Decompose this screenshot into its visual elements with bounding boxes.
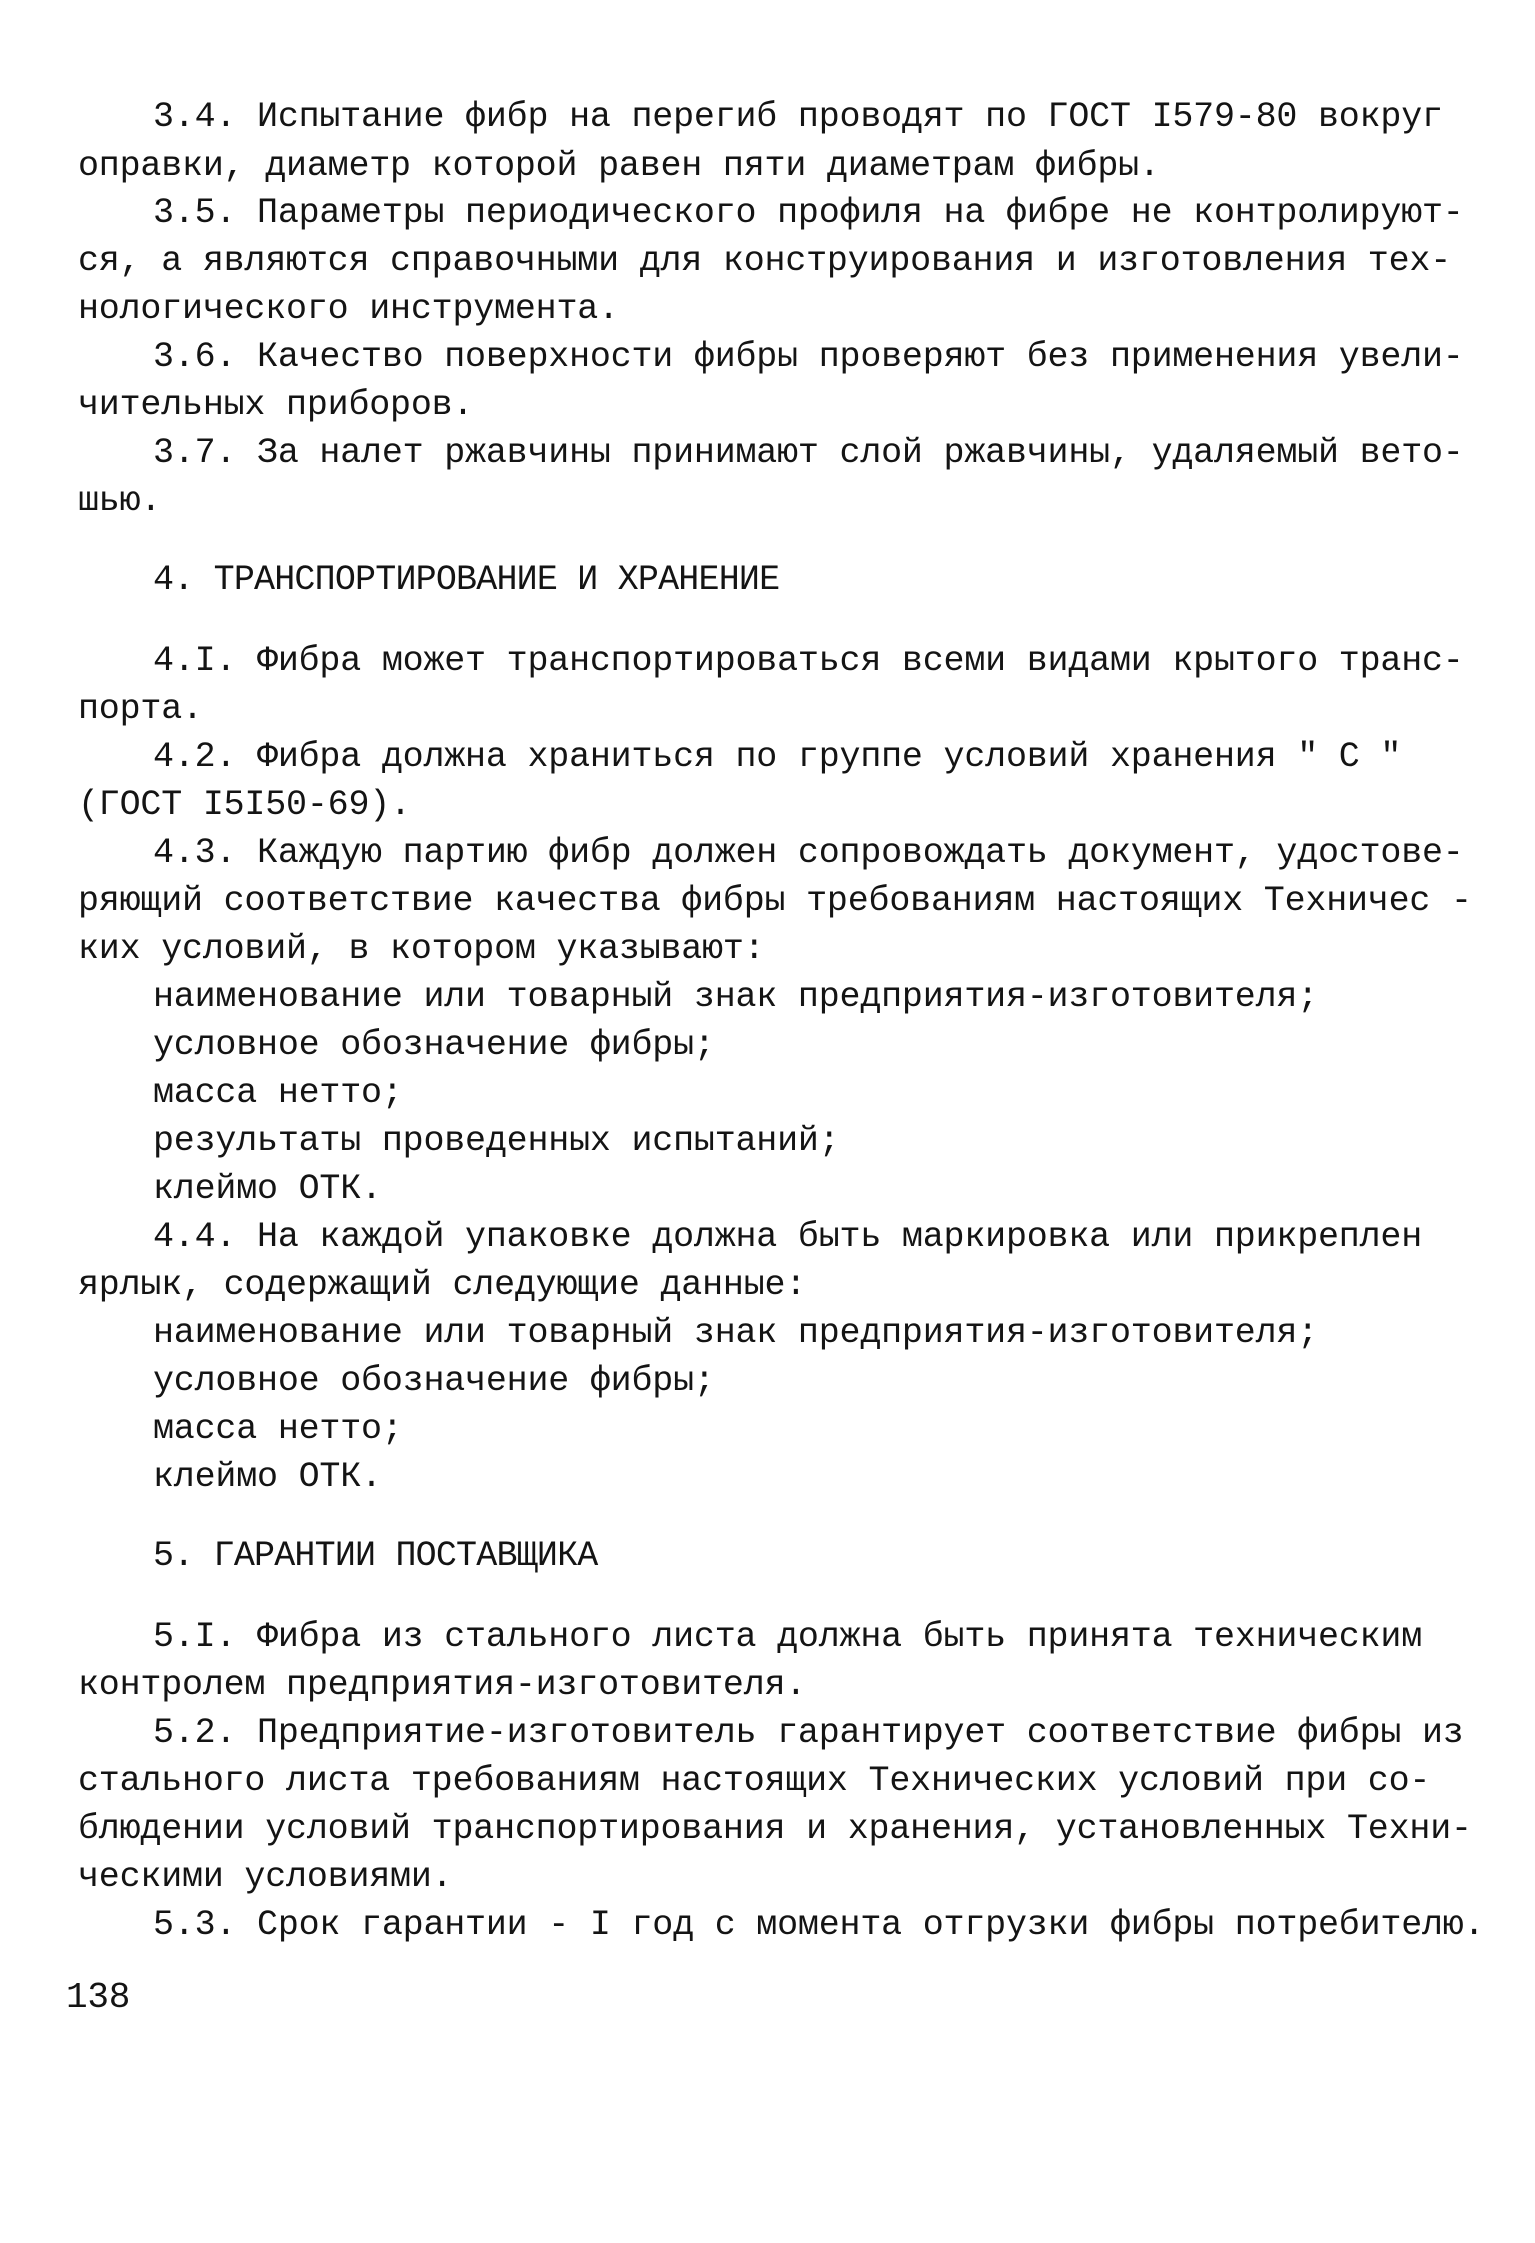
para-4-3-list-item-5: клеймо ОТК. bbox=[153, 1169, 382, 1209]
section-5-heading: 5. ГАРАНТИИ ПОСТАВЩИКА bbox=[153, 1536, 598, 1576]
para-3-6-line-1: 3.6. Качество поверхности фибры проверяют без применения увели- bbox=[153, 337, 1464, 377]
para-3-4-line-2: оправки, диаметр которой равен пяти диаметрам фибры. bbox=[78, 146, 1160, 186]
para-4-2-line-2: (ГОСТ I5I50-69). bbox=[78, 785, 411, 825]
para-4-4-line-2: ярлык, содержащий следующие данные: bbox=[78, 1265, 807, 1305]
para-3-5-line-1: 3.5. Параметры периодического профиля на фибре не контролируют- bbox=[153, 193, 1464, 233]
para-4-4-line-1: 4.4. На каждой упаковке должна быть маркировка или прикреплен bbox=[153, 1217, 1423, 1257]
para-3-7-line-1: 3.7. За налет ржавчины принимают слой ржавчины, удаляемый вето- bbox=[153, 433, 1464, 473]
page-number: 138 bbox=[66, 1977, 131, 2018]
para-4-3-line-3: ких условий, в котором указывают: bbox=[78, 929, 765, 969]
para-4-1-line-1: 4.I. Фибра может транспортироваться всеми видами крытого транс- bbox=[153, 641, 1464, 681]
para-5-2-line-4: ческими условиями. bbox=[78, 1857, 453, 1897]
para-5-2-line-3: блюдении условий транспортирования и хранения, установленных Техни- bbox=[78, 1809, 1472, 1849]
para-5-2-line-1: 5.2. Предприятие-изготовитель гарантирует соответствие фибры из bbox=[153, 1713, 1464, 1753]
para-4-3-list-item-2: условное обозначение фибры; bbox=[153, 1025, 715, 1065]
para-3-6-line-2: чительных приборов. bbox=[78, 385, 474, 425]
para-5-3-line-1: 5.3. Срок гарантии - I год с момента отгрузки фибры потребителю. bbox=[153, 1905, 1485, 1945]
para-3-5-line-2: ся, а являются справочными для конструирования и изготовления тех- bbox=[78, 241, 1452, 281]
para-4-1-line-2: порта. bbox=[78, 689, 203, 729]
para-4-3-list-item-3: масса нетто; bbox=[153, 1073, 403, 1113]
para-4-4-list-item-1: наименование или товарный знак предприятия-изготовителя; bbox=[153, 1313, 1318, 1353]
para-5-1-line-2: контролем предприятия-изготовителя. bbox=[78, 1665, 807, 1705]
para-4-3-list-item-4: результаты проведенных испытаний; bbox=[153, 1121, 840, 1161]
para-4-2-line-1: 4.2. Фибра должна храниться по группе условий хранения " С " bbox=[153, 737, 1402, 777]
para-3-4-line-1: 3.4. Испытание фибр на перегиб проводят по ГОСТ I579-80 вокруг bbox=[153, 97, 1443, 137]
para-5-1-line-1: 5.I. Фибра из стального листа должна быть принята техническим bbox=[153, 1617, 1423, 1657]
section-4-heading: 4. ТРАНСПОРТИРОВАНИЕ И ХРАНЕНИЕ bbox=[153, 560, 780, 600]
para-4-4-list-item-2: условное обозначение фибры; bbox=[153, 1361, 715, 1401]
para-4-3-line-2: ряющий соответствие качества фибры требованиям настоящих Техничес - bbox=[78, 881, 1472, 921]
para-3-5-line-3: нологического инструмента. bbox=[78, 289, 619, 329]
para-4-4-list-item-4: клеймо ОТК. bbox=[153, 1457, 382, 1497]
para-3-7-line-2: шью. bbox=[78, 481, 162, 521]
para-4-3-line-1: 4.3. Каждую партию фибр должен сопровождать документ, удостове- bbox=[153, 833, 1464, 873]
para-4-3-list-item-1: наименование или товарный знак предприятия-изготовителя; bbox=[153, 977, 1318, 1017]
para-5-2-line-2: стального листа требованиям настоящих Технических условий при со- bbox=[78, 1761, 1431, 1801]
para-4-4-list-item-3: масса нетто; bbox=[153, 1409, 403, 1449]
